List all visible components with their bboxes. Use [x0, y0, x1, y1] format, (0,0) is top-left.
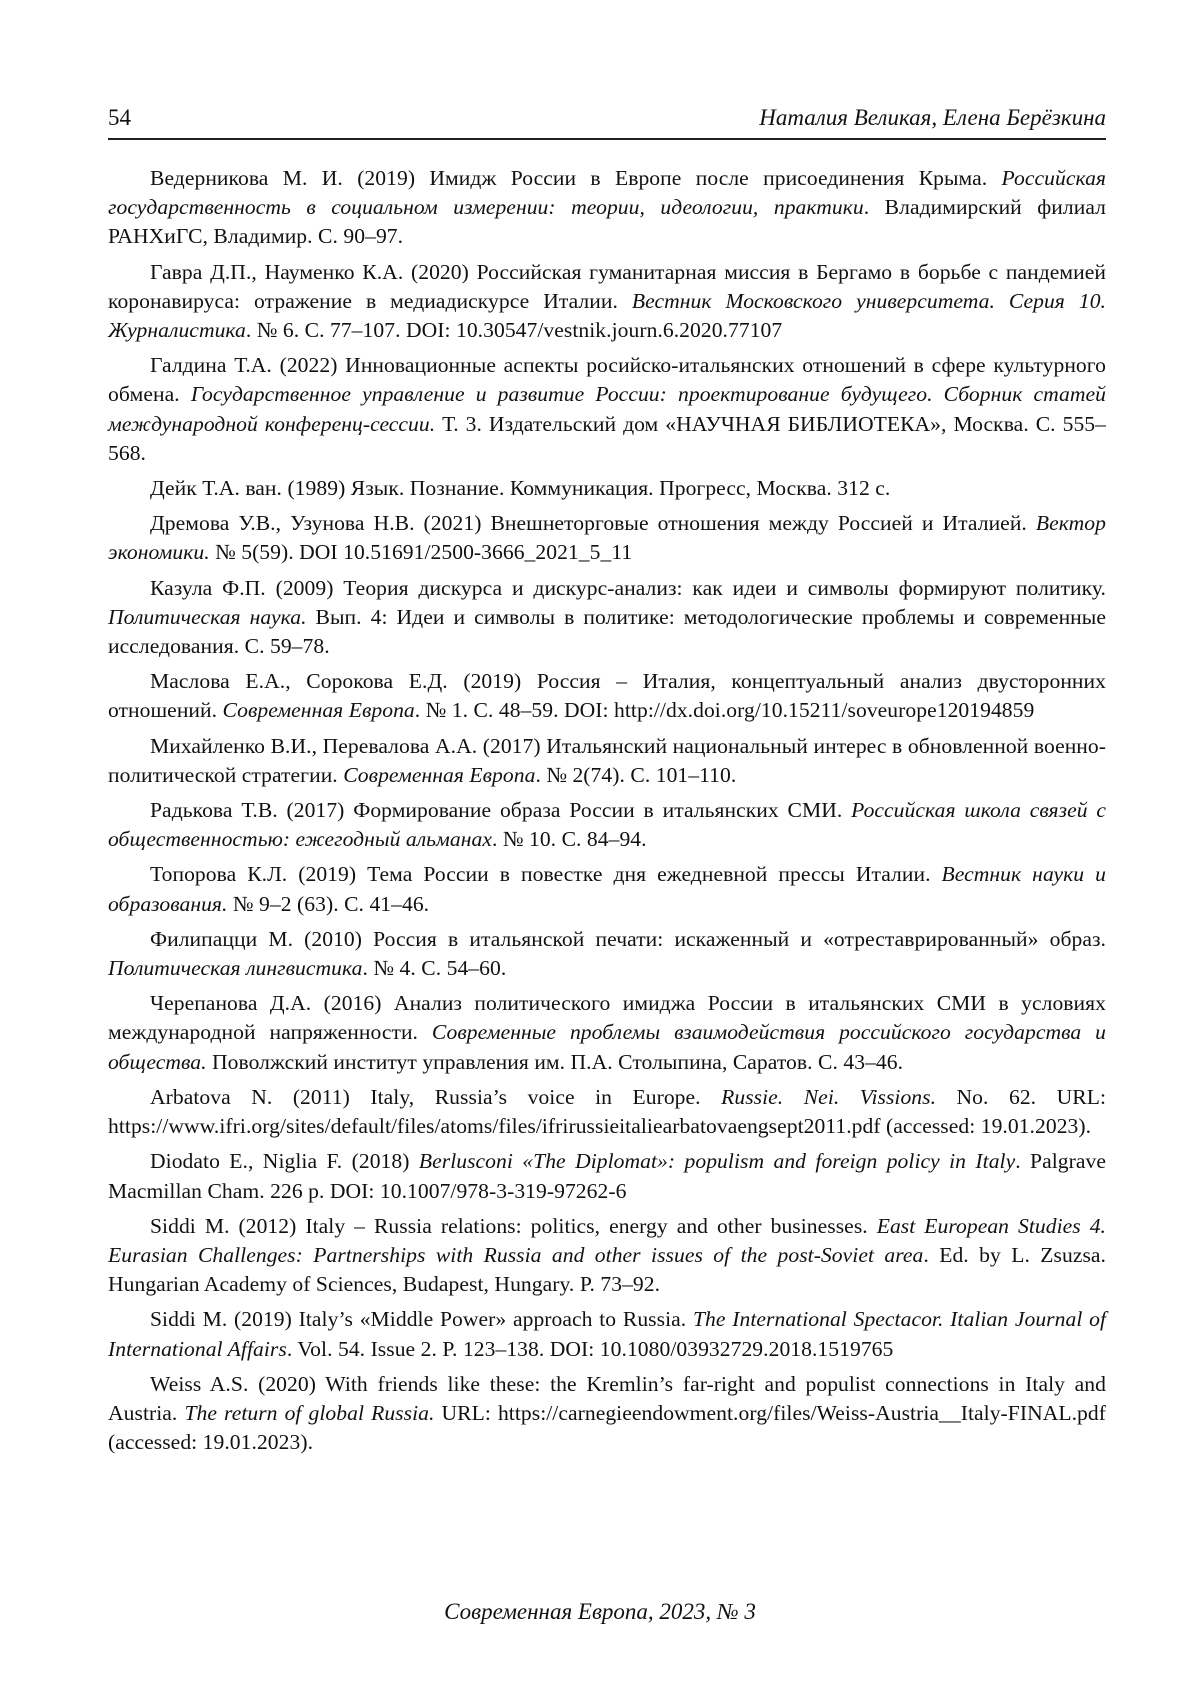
reference-text: Т. 3. Издательский дом «НАУЧНАЯ БИБЛИОТЕКА», Москва. С. 555–568. [108, 411, 1106, 465]
reference-entry [108, 860, 1106, 918]
reference-text: . Vol. 54. Issue 2. P. 123–138. DOI: 10.1080/03932729.2018.1519765 [286, 1336, 894, 1361]
reference-text: Филипацци М. (2010) Россия в итальянской печати: искаженный и «отреставрированный» образ. [150, 926, 1106, 951]
header-authors: Наталия Великая, Елена Берёзкина [759, 105, 1106, 130]
reference-text: . № 1. С. 48–59. DOI: http://dx.doi.org/10.15211/soveurope120194859 [414, 698, 1035, 723]
reference-source-title: Berlusconi «The Diplomat»: populism and foreign policy in Italy [418, 1149, 1016, 1174]
reference-entry [108, 164, 1106, 252]
reference-source-title: Российская школа связей с общественностью: ежегодный альманах [108, 798, 1106, 852]
reference-text: Siddi M. (2012) Italy – Russia relations: politics, energy and other businesses. [150, 1213, 877, 1238]
reference-source-title: The return of global Russia. [184, 1400, 435, 1425]
reference-source-title: Russie. Nei. Vissions. [721, 1084, 937, 1109]
reference-text: Дремова У.В., Узунова Н.В. (2021) Внешнеторговые отношения между Россией и Италией. [150, 511, 1036, 536]
reference-text: Дейк Т.А. ван. (1989) Язык. Познание. Коммуникация. Прогресс, Москва. 312 с. [150, 476, 891, 501]
reference-source-title: Современная Европа [222, 698, 415, 723]
reference-source-title: Вестник Московского университета. Серия 10. Журналистика [108, 288, 1106, 343]
page-number: 54 [108, 105, 131, 130]
reference-source-title: Политическая наука. [108, 604, 307, 629]
reference-source-title: East European Studies 4. Eurasian Challenges: Partnerships with Russia and other issues of the post-Soviet area [108, 1213, 1107, 1267]
reference-source-title: Вестник науки и образования. [108, 862, 1106, 916]
reference-source-title: Государственное управление и развитие России: проектирование будущего. Сборник статей международной конференц-сессии. [108, 382, 1106, 436]
reference-entry [108, 1147, 1106, 1205]
reference-entry [108, 351, 1106, 468]
reference-text: Галдина Т.А. (2022) Инновационные аспекты росийско-итальянских отношений в сфере культурного обмена. [108, 353, 1106, 407]
reference-text: Казула Ф.П. (2009) Теория дискурса и дискурс-анализ: как идеи и символы формируют политику. [150, 575, 1106, 600]
reference-source-title: The International Spectacor. Italian Journal of International Affairs [108, 1307, 1107, 1361]
reference-source-title: Вектор экономики. [108, 511, 1106, 565]
reference-text: Diodato E., Niglia F. (2018) [150, 1149, 419, 1174]
running-footer: Современная Европа, 2023, № 3 [444, 1599, 756, 1624]
reference-text: URL: https://carnegieendowment.org/files/Weiss-Austria__Italy-FINAL.pdf (accessed: 19.01.2023). [108, 1400, 1106, 1455]
reference-text: Михайленко В.И., Перевалова А.А. (2017) Итальянский национальный интерес в обновленной военно-политической стратегии. [108, 733, 1106, 787]
reference-text: Маслова Е.А., Сорокова Е.Д. (2019) Россия – Италия, концептуальный анализ двусторонних отношений. [108, 669, 1106, 723]
reference-entry [108, 1305, 1106, 1363]
running-header [108, 104, 1106, 140]
reference-text: . № 2(74). С. 101–110. [535, 762, 737, 787]
reference-entry [108, 925, 1106, 983]
reference-text: № 9–2 (63). С. 41–46. [227, 891, 430, 916]
reference-source-title: Современная Европа [343, 762, 536, 787]
reference-entry [108, 732, 1106, 790]
reference-text: Радькова Т.В. (2017) Формирование образа России в итальянских СМИ. [150, 798, 852, 823]
reference-text: . Владимирский филиал РАНХиГС, Владимир. С. 90–97. [108, 195, 1106, 249]
reference-text: . Palgrave Macmillan Cham. 226 p. DOI: 10.1007/978-3-319-97262-6 [108, 1149, 1107, 1203]
reference-entry [108, 258, 1106, 346]
reference-text: Weiss A.S. (2020) With friends like these: the Kremlin’s far-right and populist connections in Italy and Austria. [108, 1371, 1106, 1425]
reference-text: . № 6. С. 77–107. DOI: 10.30547/vestnik.journ.6.2020.77107 [245, 318, 783, 343]
reference-text: No. 62. URL: https://www.ifri.org/sites/default/files/atoms/files/ifrirussieitaliearbatovaengsept2011.pdf (accessed: 19.01.2023). [108, 1084, 1106, 1139]
reference-text: Вып. 4: Идеи и символы в политике: методологические проблемы и современные исследования. С. 59–78. [108, 604, 1106, 659]
reference-entry [108, 474, 1106, 503]
reference-text: . Ed. by L. Zsuzsa. Hungarian Academy of Sciences, Budapest, Hungary. P. 73–92. [108, 1242, 1106, 1297]
reference-entry [108, 509, 1106, 567]
reference-source-title: Политическая лингвистика [108, 956, 363, 981]
reference-text: Черепанова Д.А. (2016) Анализ политического имиджа России в итальянских СМИ в условиях международной напряженности. [108, 991, 1106, 1045]
reference-entry [108, 667, 1106, 725]
reference-entry [108, 574, 1106, 662]
reference-text: Гавра Д.П., Науменко К.А. (2020) Российская гуманитарная миссия в Бергамо в борьбе с пандемией коронавируса: отражение в медиадискурсе Италии. [108, 259, 1106, 313]
reference-entry [108, 1370, 1106, 1458]
reference-text: Поволжский институт управления им. П.А. Столыпина, Саратов. С. 43–46. [206, 1049, 904, 1074]
reference-text: № 5(59). DOI 10.51691/2500-3666_2021_5_11 [209, 540, 633, 565]
reference-text: Ведерникова М. И. (2019) Имидж России в Европе после присоединения Крыма. [150, 166, 1002, 190]
reference-entry [108, 989, 1106, 1077]
reference-text: Arbatova N. (2011) Italy, Russia’s voice in Europe. [150, 1084, 722, 1109]
reference-entry [108, 796, 1106, 854]
reference-text: Топорова К.Л. (2019) Тема России в повестке дня ежедневной прессы Италии. [150, 862, 942, 887]
reference-source-title: Российская государственность в социальном измерении: теории, идеологии, практики [108, 166, 1106, 220]
reference-entry [108, 1083, 1106, 1141]
reference-entry [108, 1212, 1106, 1300]
reference-source-title: Современные проблемы взаимодействия российского государства и общества. [108, 1020, 1106, 1074]
reference-text: . № 4. С. 54–60. [362, 956, 507, 981]
reference-text: Siddi M. (2019) Italy’s «Middle Power» approach to Russia. [150, 1307, 693, 1332]
reference-list [108, 164, 1106, 1463]
reference-text: . № 10. С. 84–94. [491, 827, 647, 852]
